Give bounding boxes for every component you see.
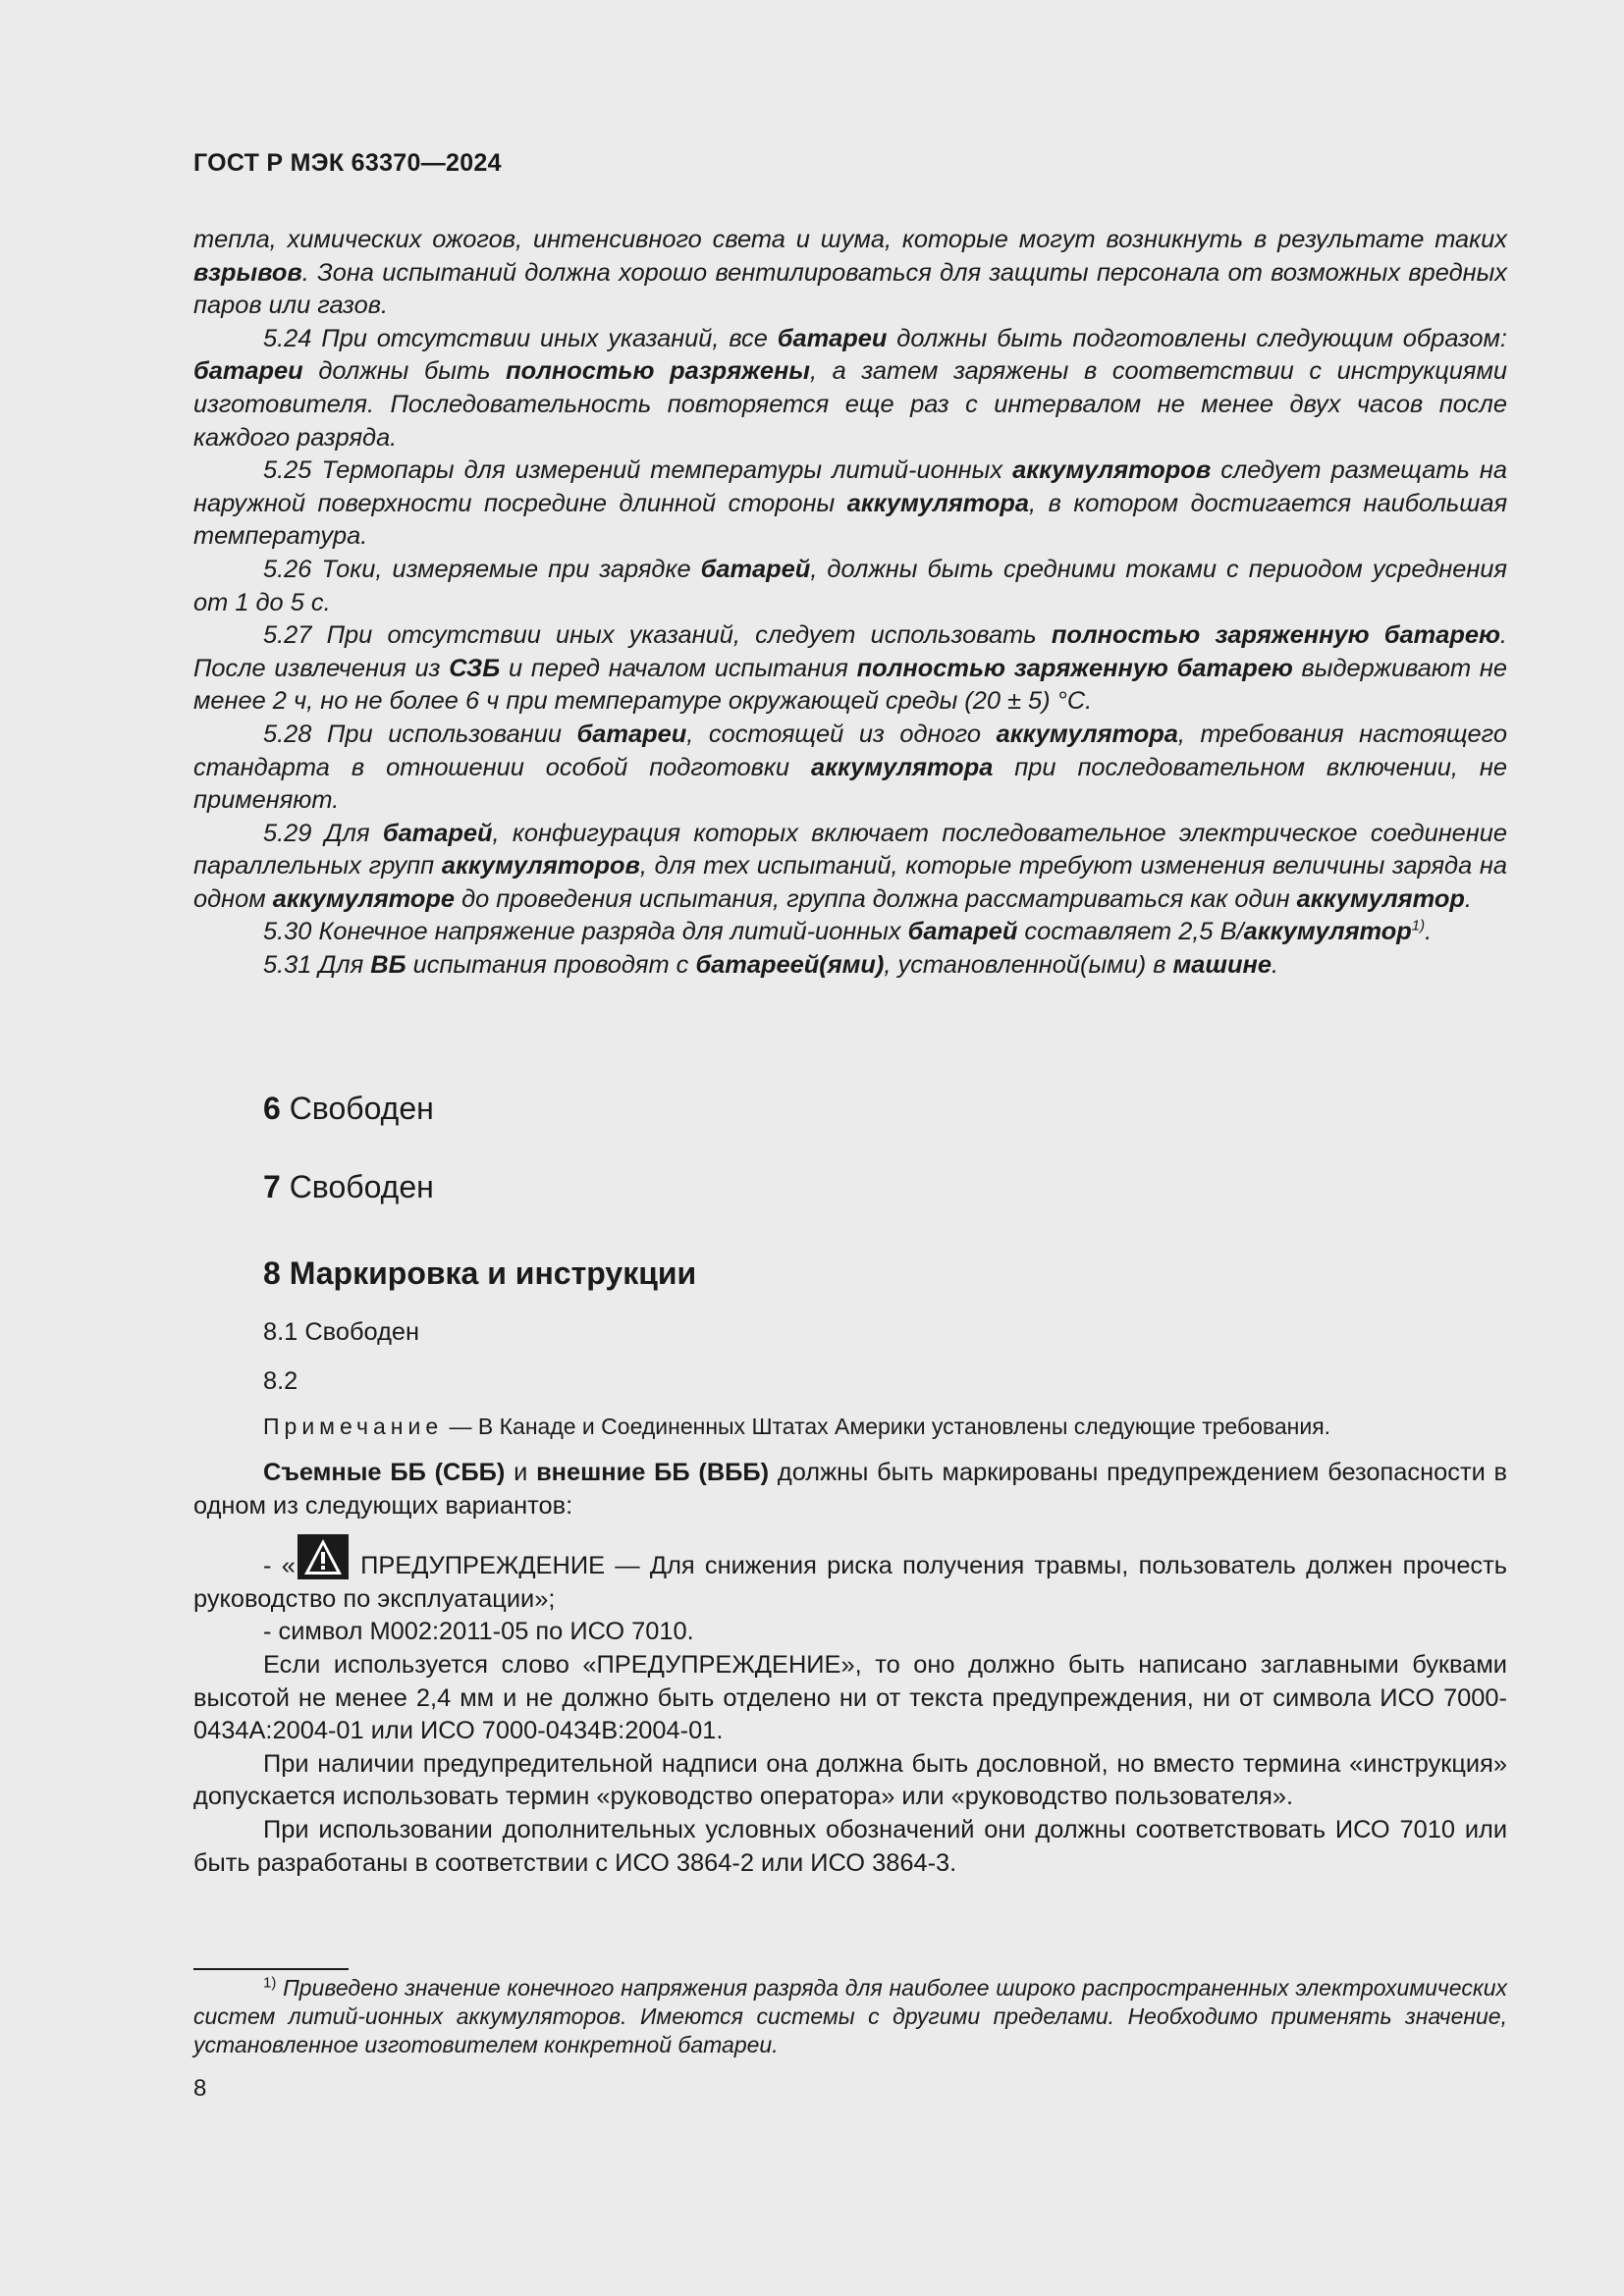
text-run: и перед началом испытания [500,654,857,682]
text-run: . После извлечения из [193,621,1507,682]
text-run: . [1464,884,1472,913]
text-run: , установленной(ыми) в [884,951,1173,980]
text-run: . [1271,951,1279,980]
text-run: 5.26 Токи, измеряемые при зарядке [263,555,701,583]
footnote-marker: 1) [263,1974,277,1992]
text-run: , состоящей из одного [686,720,997,748]
clause-8-2: 8.2 [263,1367,298,1395]
text-run: при последовательном включении, не применяют. [193,753,1507,815]
bullet-warning-text: ПРЕДУПРЕЖДЕНИЕ — Для снижения риска получения травмы, пользователь должен прочесть руководство по эксплуатации»; [193,1552,1507,1613]
text-run: тепла, химических ожогов, интенсивного света и шума, которые могут возникнуть в результате таких [193,226,1507,253]
marking-paragraph [193,1457,1507,1522]
section-5-block [193,224,1507,983]
term-bold: аккумулятор [1296,884,1465,913]
paragraph-warning-word: Если используется слово «ПРЕДУПРЕЖДЕНИЕ», то оно должно быть написано заглавными буквами высотой не менее 2,4 мм и не должно быть отделено ни от текста предупреждения, ни от символа ИСО 7000-0434A:2004-01 или ИСО 7000-0434B:2004-01. [193,1650,1507,1745]
section-6-number: 6 [263,1091,281,1126]
term-bold: полностью заряженную батарею [1051,621,1500,650]
page-number: 8 [193,2075,207,2102]
text-run: составляет 2,5 В/ [1017,918,1244,946]
text-run: следует размещать на наружной поверхности посредине длинной стороны [193,456,1507,517]
term-bold: СЗБ [449,654,501,682]
term-bold: батарей [700,555,811,583]
text-run: должны быть подготовлены следующим образом: [887,324,1507,352]
clause-5-31 [193,949,1507,983]
section-8-heading [263,1255,696,1292]
note [263,1414,1330,1440]
term-bold: машине [1172,951,1272,980]
section-6-heading [263,1091,434,1127]
text-run: выдерживают не менее 2 ч, но не более 6 ч при температуре окружающей среды (20 ± 5) °С. [193,654,1508,716]
text-run: 5.24 При отсутствии иных указаний, все [263,324,778,352]
bullet-warning [193,1534,1507,1616]
paragraph-additional-symbols: При использовании дополнительных условных обозначений они должны соответствовать ИСО 7010 или быть разработаны в соответствии с ИСО 3864-2 или ИСО 3864-3. [193,1815,1507,1877]
warning-triangle-icon [298,1534,349,1579]
text-run: испытания проводят с [406,951,696,980]
paragraph-continuation [193,224,1507,323]
term-bold: батареи [576,720,687,748]
text-run: , для тех испытаний, которые требуют изменения величины заряда на одном [193,852,1507,913]
term-bold: Съемные ББ (СББ) [263,1459,506,1486]
note-text: — В Канаде и Соединенных Штатах Америки установлены следующие требования. [443,1414,1331,1439]
footnote-ref: 1) [1411,918,1426,934]
text-run: , должны быть средними токами с периодом усреднения от 1 до 5 с. [193,555,1507,616]
text-run: и [505,1459,537,1486]
text-run: , конфигурация которых включает последовательное электрическое соединение параллельных групп [193,819,1507,881]
term-bold: батарей [382,819,493,847]
term-bold: аккумуляторов [1012,456,1212,485]
bullet-prefix: - « [263,1552,296,1580]
term-bold: аккумулятора [811,753,994,781]
note-label: Примечание [263,1414,444,1439]
text-run: до проведения испытания, группа должна рассматриваться как один [455,884,1297,913]
term-bold: батареей(ями) [695,951,885,980]
term-bold: батареи [777,324,888,352]
clause-5-26 [193,554,1507,619]
paragraph-label-wording: При наличии предупредительной надписи она должна быть дословной, но вместо термина «инструкция» допускается использовать термин «руководство оператора» или «руководство пользователя». [193,1749,1507,1811]
term-bold: взрывов [193,258,302,287]
text-run: 5.27 При отсутствии иных указаний, следует использовать [263,621,1052,650]
term-bold: аккумулятора [846,489,1030,517]
footnote [193,1974,1507,2059]
term-bold: полностью заряженную батарею [856,654,1293,682]
section-8-title: 8 Маркировка и инструкции [263,1255,697,1291]
text-run: , а затем заряжены в соответствии с инструкциями изготовителя. Последовательность повторяется еще раз с интервалом не менее двух часов после каждого разряда. [193,357,1507,452]
text-run: должны быть маркированы предупреждением безопасности в одном из следующих вариантов: [193,1459,1508,1520]
text-run: 5.29 Для [263,819,383,847]
marking-block [193,1457,1507,1880]
section-7-heading [263,1169,434,1205]
clause-5-29 [193,818,1507,917]
term-bold: внешние ББ (ВББ) [536,1459,770,1486]
term-bold: аккумулятор [1243,918,1412,946]
bullet-symbol: - символ М002:2011-05 по ИСО 7010. [263,1618,694,1646]
clause-5-25 [193,454,1507,554]
term-bold: ВБ [370,951,406,980]
clause-5-30 [193,916,1507,949]
clause-5-27 [193,619,1507,719]
term-bold: аккумуляторов [441,852,640,881]
section-6-title: Свободен [280,1091,434,1126]
text-run: . Зона испытаний должна хорошо вентилироваться для защиты персонала от возможных вредных паров или газов. [193,258,1507,320]
document-header: ГОСТ Р МЭК 63370—2024 [193,149,502,177]
clause-5-24 [193,323,1507,454]
text-run: , требования настоящего стандарта в отношении особой подготовки [193,720,1508,781]
text-run: . [1425,918,1433,946]
clause-8-1: 8.1 Свободен [263,1318,420,1346]
text-run: , в котором достигается наибольшая температура. [193,489,1508,551]
footnote-text: Приведено значение конечного напряжения разряда для наиболее широко распространенных электрохимических систем литий-ионных аккумуляторов. Имеются системы с другими пределами. Необходимо применять значение, установленное изготовителем конкретной батареи. [193,1975,1507,2057]
text-run: 5.31 Для [263,951,371,980]
text-run: 5.25 Термопары для измерений температуры литий-ионных [263,456,1013,485]
term-bold: батарей [907,918,1018,946]
term-bold: батареи [193,357,303,386]
term-bold: аккумулятора [996,720,1178,748]
text-run: 5.28 При использовании [263,720,577,748]
term-bold: аккумуляторе [272,884,456,913]
footnote-divider [193,1968,349,1970]
section-7-number: 7 [263,1169,281,1204]
term-bold: полностью разряжены [506,357,810,386]
section-7-title: Свободен [280,1169,434,1204]
clause-5-28 [193,719,1507,818]
text-run: 5.30 Конечное напряжение разряда для литий-ионных [263,918,908,946]
text-run: должны быть [302,357,507,386]
